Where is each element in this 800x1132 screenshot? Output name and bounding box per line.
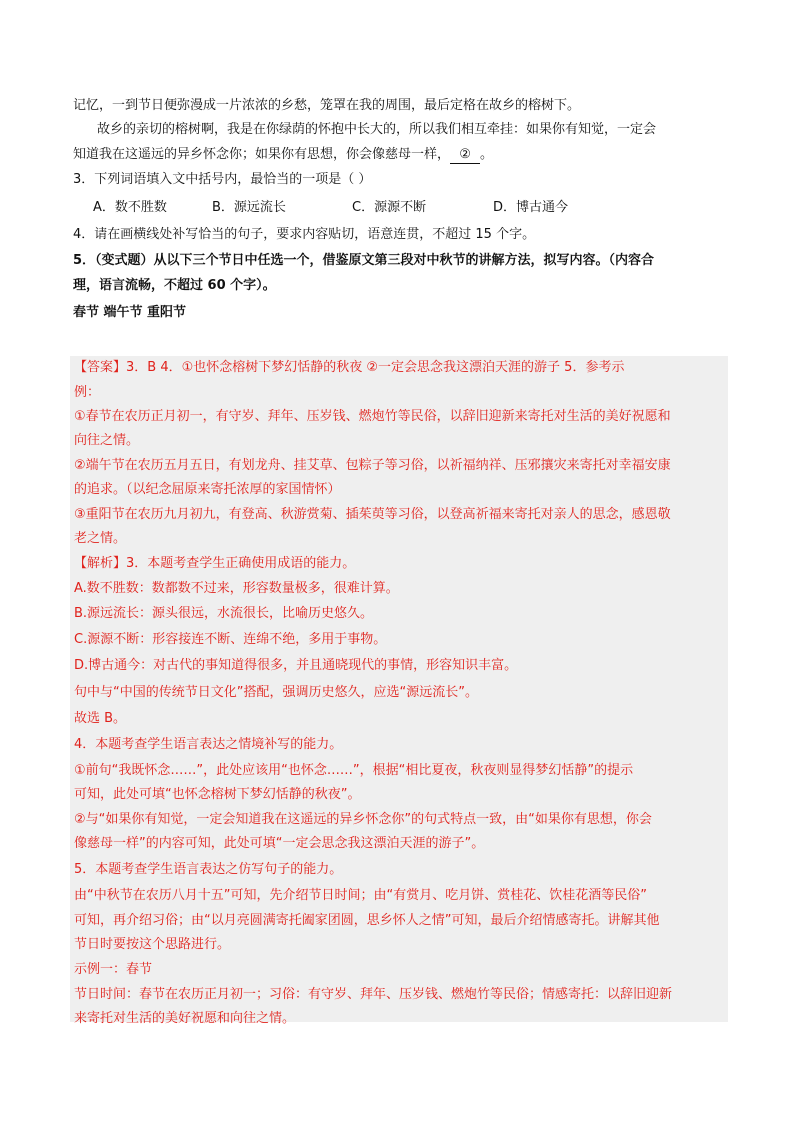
answer-line: 可知，此处可填“也怀念榕树下梦幻恬静的秋夜”。: [74, 787, 361, 802]
answer-line: B.源远流长：源头很远，水流很长，比喻历史悠久。: [74, 606, 374, 621]
option-a: A．数不胜数: [93, 200, 167, 215]
answer-line: 例：: [74, 385, 101, 400]
answer-line: ③重阳节在农历九月初九，有登高、秋游赏菊、插茱萸等习俗，以登高祈福来寄托对亲人的思念，感恩敬: [74, 507, 671, 522]
answer-line: 【答案】3．B 4．①也怀念榕树下梦幻恬静的秋夜 ②一定会思念我这漂泊天涯的游子 5．参考示: [74, 360, 625, 375]
answer-line: ②与“如果你有知觉，一定会知道我在这遥远的异乡怀念你”的句式特点一致，由“如果你有思想，你会: [74, 812, 652, 827]
festival-options: 春节 端午节 重阳节: [73, 305, 187, 320]
answer-line: ②端午节在农历五月五日，有划龙舟、挂艾草、包粽子等习俗，以祈福纳祥、压邪攘灾来寄托对幸福安康: [74, 458, 671, 473]
answer-line: 由“中秋节在农历八月十五”可知，先介绍节日时间；由“有赏月、吃月饼、赏桂花、饮桂花酒等民俗”: [74, 888, 647, 903]
answer-line: 向往之情。: [74, 433, 140, 448]
answer-line: 5．本题考查学生语言表达之仿写句子的能力。: [74, 862, 343, 877]
answer-line: 像慈母一样”的内容可知，此处可填“一定会思念我这漂泊天涯的游子”。: [74, 836, 485, 851]
answer-line: ①春节在农历正月初一，有守岁、拜年、压岁钱、燃炮竹等民俗，以辞旧迎新来寄托对生活的美好祝愿和: [74, 409, 671, 424]
answer-line: 来寄托对生活的美好祝愿和向往之情。: [74, 1011, 296, 1026]
answer-line: 节日时间：春节在农历正月初一；习俗：有守岁、拜年、压岁钱、燃炮竹等民俗；情感寄托：以辞旧迎新: [74, 987, 673, 1002]
answer-line: 句中与“中国的传统节日文化”搭配，强调历史悠久，应选“源远流长”。: [74, 685, 478, 700]
passage-line-1: 记忆，一到节日便弥漫成一片浓浓的乡愁，笼罩在我的周围，最后定格在故乡的榕树下。: [73, 98, 581, 113]
question-3: 3．下列词语填入文中括号内，最恰当的一项是（ ）: [73, 172, 372, 187]
answer-line: 老之情。: [74, 531, 127, 546]
answer-line: D.博古通今：对古代的事知道得很多，并且通晓现代的事情，形容知识丰富。: [74, 658, 518, 673]
option-d: D．博古通今: [493, 200, 569, 215]
answer-line: 示例一：春节: [74, 962, 153, 977]
answer-line: A.数不胜数：数都数不过来，形容数量极多，很难计算。: [74, 581, 399, 596]
answer-line: 4．本题考查学生语言表达之情境补写的能力。: [74, 737, 343, 752]
passage-line-3: [73, 146, 493, 164]
passage-line-2: 故乡的亲切的榕树啊，我是在你绿荫的怀抱中长大的，所以我们相互牵挂：如果你有知觉，一定会: [97, 122, 657, 137]
question-5-line-1: 5．（变式题）从以下三个节日中任选一个，借鉴原文第三段对中秋节的讲解方法，拟写内容。（内容合: [73, 253, 655, 268]
question-5-line-2: 理，语言流畅，不超过 60 个字）。: [73, 278, 276, 293]
answer-line: 的追求。（以纪念屈原来寄托浓厚的家国情怀）: [74, 482, 341, 497]
answer-line: ①前句“我既怀念……”，此处应该用“也怀念……”，根据“相比夏夜，秋夜则显得梦幻恬静”的提示: [74, 763, 634, 778]
option-b: B．源远流长: [212, 200, 286, 215]
answer-line: 故选 B。: [74, 711, 127, 726]
question-4: 4．请在画横线处补写恰当的句子，要求内容贴切，语意连贯，不超过 15 个字。: [73, 227, 536, 242]
analysis-heading: 【解析】3．本题考查学生正确使用成语的能力。: [74, 556, 356, 571]
option-c: C．源源不断: [352, 200, 427, 215]
passage-line-3-text: 知道我在这遥远的异乡怀念你；如果你有思想，你会像慈母一样，: [73, 147, 451, 162]
answer-line: 可知，再介绍习俗；由“以月亮圆满寄托阖家团圆，思乡怀人之情”可知，最后介绍情感寄托。讲解其他: [74, 913, 660, 928]
answer-line: 节日时要按这个思路进行。: [74, 937, 231, 952]
fill-blank-2: ②: [450, 146, 480, 164]
answer-line: C.源源不断：形容接连不断、连绵不绝，多用于事物。: [74, 632, 387, 647]
passage-line-3-end: 。: [480, 147, 494, 162]
